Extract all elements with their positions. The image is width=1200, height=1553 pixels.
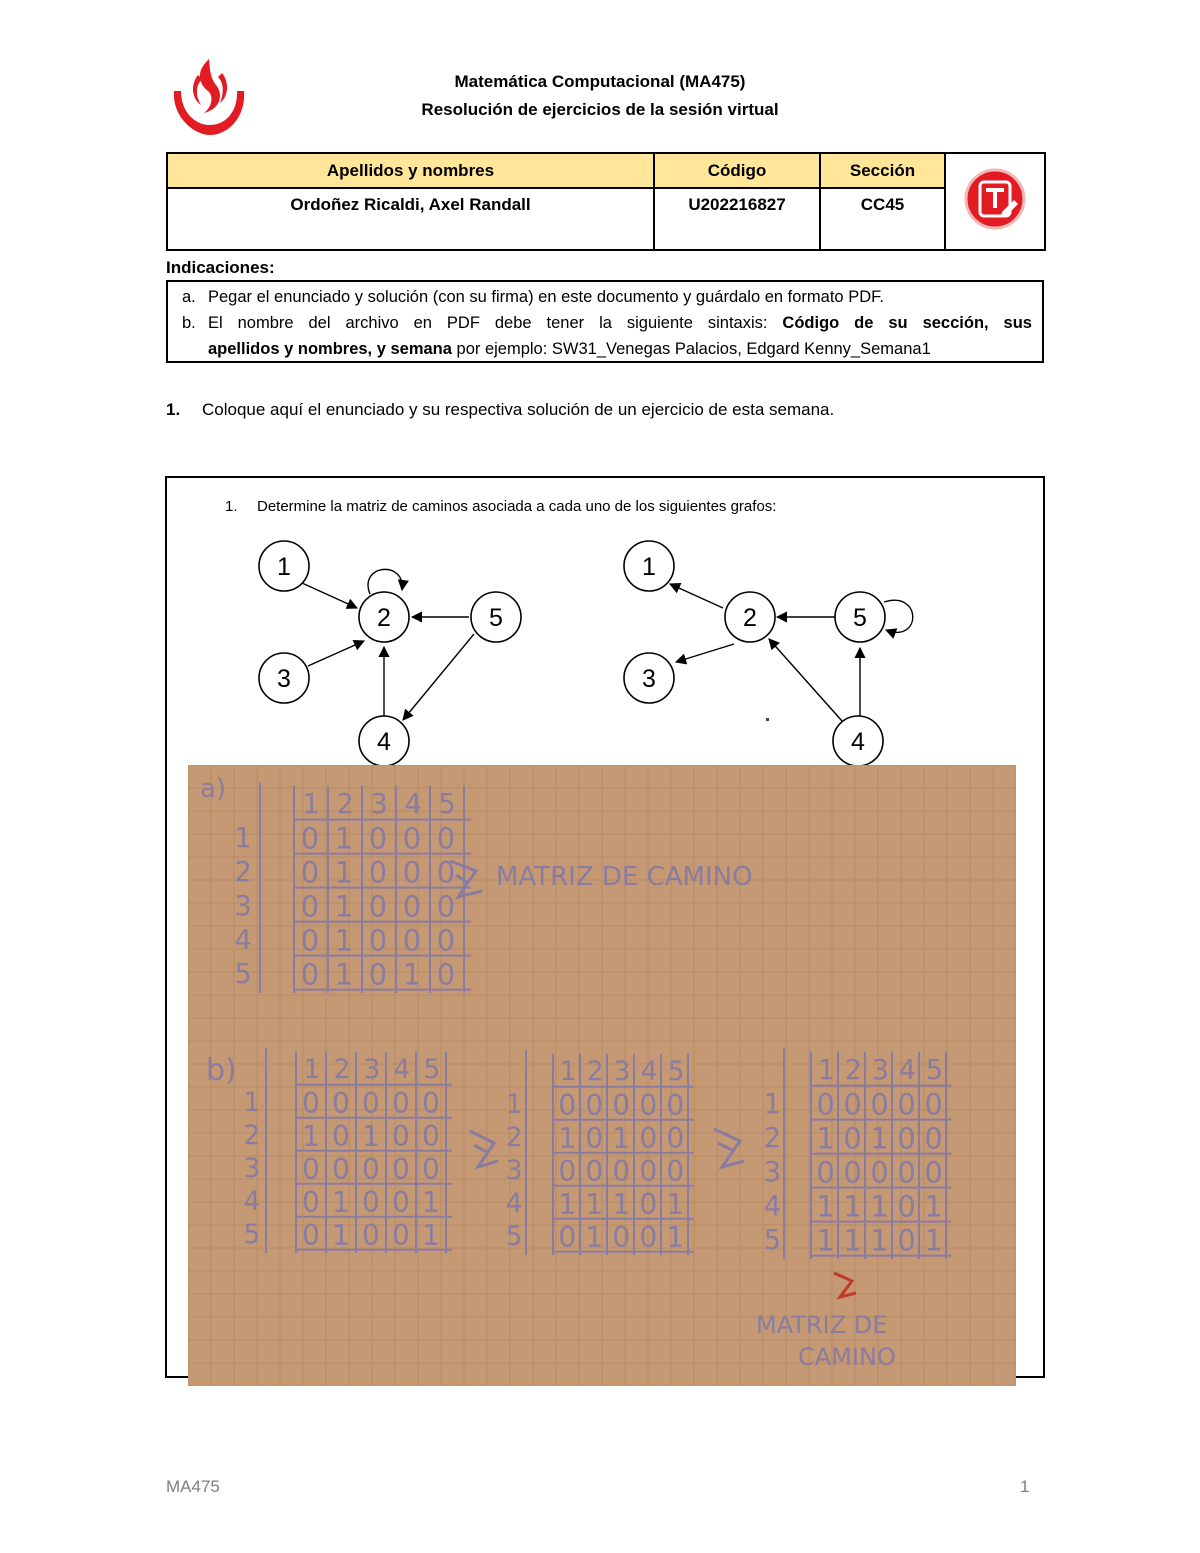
- matrix-b1-cell: 1: [422, 1185, 440, 1219]
- graph-b-node-label-3: 3: [642, 665, 656, 693]
- matrix-b1-cell: 0: [302, 1185, 320, 1219]
- indication-b-line2: [208, 336, 931, 362]
- university-logo: [168, 55, 250, 137]
- matrix-b3-cell: 0: [924, 1121, 943, 1156]
- matrix-b3-cell: 0: [816, 1087, 835, 1122]
- matrix-b1-cell: 0: [392, 1119, 410, 1153]
- graph-a-node-label-3: 3: [277, 665, 291, 693]
- header-code-cell: Código: [654, 153, 820, 188]
- matrix-b1-cell: 1: [332, 1185, 350, 1219]
- graph-a-node-label-4: 4: [377, 728, 391, 756]
- graph-a: [259, 541, 521, 766]
- matrix-b2-col-2: 2: [586, 1056, 604, 1088]
- matrix-a-cell: 0: [436, 957, 456, 992]
- matrix-a-cell: 1: [334, 923, 354, 958]
- matrix-a-cell: 0: [402, 821, 422, 856]
- matrix-b3-col-2: 2: [844, 1054, 863, 1086]
- matrix-b1-cell: 1: [302, 1119, 320, 1153]
- matrix-b1-cell: 0: [422, 1152, 440, 1186]
- matrix-b3-col-5: 5: [925, 1054, 944, 1086]
- indication-a-letter: a.: [182, 288, 196, 306]
- matrix-b1-cell: 0: [332, 1152, 350, 1186]
- matrix-a-cell: 0: [368, 821, 388, 856]
- student-name-cell: Ordoñez Ricaldi, Axel Randall: [167, 188, 654, 250]
- matrix-b2-cell: 0: [558, 1154, 577, 1188]
- matrix-b3-col-4: 4: [898, 1054, 917, 1086]
- matrix-b2-cell: 0: [639, 1121, 658, 1155]
- matrix-a-cell: 1: [334, 821, 354, 856]
- graphs-figure: [240, 528, 960, 768]
- matrix-b2-cell: 1: [585, 1220, 604, 1254]
- matrix-b3-cell: 1: [816, 1189, 835, 1224]
- matrix-b1-col-5: 5: [423, 1054, 441, 1086]
- indication-a-text: Pegar el enunciado y solución (con su firma) en este documento y guárdalo en formato PDF.: [208, 288, 884, 306]
- matrix-b2-row-2: 2: [505, 1122, 523, 1154]
- graph-a-node-label-1: 1: [277, 553, 291, 581]
- matrix-b2-cell: 1: [558, 1187, 577, 1221]
- matrix-b3-cell: 0: [870, 1155, 889, 1190]
- matrix-b2-cell: 0: [585, 1154, 604, 1188]
- matrix-b3-cell: 1: [870, 1189, 889, 1224]
- indication-b-letter: b.: [182, 314, 196, 332]
- matrix-a-col-4: 4: [404, 788, 422, 820]
- matrix-b3-cell: 0: [897, 1087, 916, 1122]
- matrix-b1-cell: 0: [302, 1086, 320, 1120]
- page-number: 1: [1020, 1477, 1030, 1496]
- matrix-a-cell: 1: [334, 889, 354, 924]
- matrix-b3-cell: 1: [870, 1223, 889, 1258]
- matrix-a-row-4: 4: [234, 924, 252, 956]
- matrix-b3-cell: 1: [924, 1223, 943, 1258]
- student-info-table: [166, 152, 1046, 251]
- graph-b-node-label-5: 5: [853, 604, 867, 632]
- matrix-a-note: MATRIZ DE CAMINO: [496, 862, 753, 892]
- matrix-b2-cell: 1: [666, 1220, 685, 1254]
- matrix-b2-row-4: 4: [505, 1188, 523, 1220]
- matrix-b2-cell: 0: [639, 1187, 658, 1221]
- graph-b-node-label-1: 1: [642, 553, 656, 581]
- footer-course-code: MA475: [166, 1477, 220, 1496]
- matrix-b1-cell: 0: [302, 1152, 320, 1186]
- matrix-b3-col-1: 1: [817, 1054, 836, 1086]
- graph-a-node-label-2: 2: [377, 604, 391, 632]
- matrix-b1-cell: 1: [362, 1119, 380, 1153]
- matrix-b3-cell: 1: [816, 1223, 835, 1258]
- matrix-b1-cell: 0: [362, 1218, 380, 1252]
- matrix-b3-cell: 1: [816, 1121, 835, 1156]
- exercise-statement: [225, 498, 776, 515]
- matrix-b2-cell: 0: [612, 1220, 631, 1254]
- matrix-a-cell: 1: [402, 957, 422, 992]
- matrix-b3-cell: 0: [843, 1155, 862, 1190]
- graph-a-node-label-5: 5: [489, 604, 503, 632]
- matrix-b2-cell: 1: [585, 1187, 604, 1221]
- matrix-b2-cell: 0: [666, 1121, 685, 1155]
- matrix-b1-row-5: 5: [243, 1219, 261, 1251]
- matrix-a-cell: 0: [368, 923, 388, 958]
- matrix-b2-cell: 1: [558, 1121, 577, 1155]
- matrix-b2-cell: 0: [558, 1220, 577, 1254]
- matrix-b1-row-1: 1: [243, 1087, 261, 1119]
- matrix-a-cell: 1: [334, 957, 354, 992]
- matrix-a-cell: 0: [436, 855, 456, 890]
- matrix-b1-row-2: 2: [243, 1120, 261, 1152]
- indications-box: [166, 280, 1044, 363]
- matrix-b1-cell: 0: [392, 1218, 410, 1252]
- matrix-b-note-line2: CAMINO: [798, 1343, 896, 1371]
- part-a-label: a): [200, 774, 227, 804]
- matrix-b1-cell: 0: [392, 1086, 410, 1120]
- matrix-a-cell: 0: [436, 889, 456, 924]
- matrix-b1-cell: 0: [422, 1119, 440, 1153]
- matrix-b2-col-1: 1: [559, 1056, 577, 1088]
- matrix-b2-cell: 0: [639, 1154, 658, 1188]
- matrix-b2-cell: 0: [639, 1220, 658, 1254]
- matrix-b1-cell: 0: [332, 1119, 350, 1153]
- matrix-b1-cell: 0: [392, 1152, 410, 1186]
- matrix-b2-cell: 0: [612, 1154, 631, 1188]
- matrix-b1-cell: 0: [362, 1152, 380, 1186]
- graph-b-node-label-4: 4: [851, 728, 865, 756]
- matrix-b2-cell: 1: [612, 1187, 631, 1221]
- matrix-b1-cell: 0: [392, 1185, 410, 1219]
- exercise-number: 1.: [225, 498, 238, 515]
- matrix-a-cell: 0: [368, 889, 388, 924]
- matrix-b3-cell: 0: [924, 1155, 943, 1190]
- matrix-a-col-2: 2: [336, 788, 354, 820]
- matrix-b1-cell: 0: [302, 1218, 320, 1252]
- matrix-b3-cell: 0: [924, 1087, 943, 1122]
- matrix-a-cell: 0: [402, 855, 422, 890]
- matrix-a-cell: 0: [402, 889, 422, 924]
- indications-title: Indicaciones:: [166, 258, 275, 277]
- graph-b: [624, 541, 913, 766]
- indication-b-bold1: Código de su sección, sus: [782, 314, 1032, 332]
- header-name-cell: Apellidos y nombres: [167, 153, 654, 188]
- matrix-b2-cell: 0: [612, 1088, 631, 1122]
- matrix-b1-row-3: 3: [243, 1153, 261, 1185]
- matrix-a-row-3: 3: [234, 890, 252, 922]
- indication-a: [182, 284, 884, 310]
- matrix-a-cell: 0: [436, 923, 456, 958]
- question-number: 1.: [166, 400, 181, 419]
- matrix-b1-cell: 0: [362, 1086, 380, 1120]
- matrix-b2-cell: 0: [585, 1088, 604, 1122]
- matrix-b2-cell: 0: [666, 1154, 685, 1188]
- matrix-a-cell: 0: [300, 889, 320, 924]
- matrix-b3-cell: 0: [897, 1121, 916, 1156]
- course-title: Matemática Computacional (MA475): [454, 72, 746, 91]
- question-1: [166, 400, 834, 420]
- indication-b-text1: El nombre del archivo en PDF debe tener la siguiente sintaxis:: [208, 314, 783, 332]
- matrix-b3-cell: 1: [843, 1189, 862, 1224]
- badge-cell: [945, 153, 1045, 250]
- t-edit-icon: [964, 168, 1026, 230]
- matrix-b2-col-4: 4: [640, 1056, 658, 1088]
- matrix-b3-row-3: 3: [763, 1156, 782, 1188]
- matrix-b2-row-1: 1: [505, 1089, 523, 1121]
- matrix-b1-row-4: 4: [243, 1186, 261, 1218]
- header-section-cell: Sección: [820, 153, 945, 188]
- matrix-b1-cell: 1: [332, 1218, 350, 1252]
- matrix-a-col-5: 5: [438, 788, 456, 820]
- matrix-b1-cell: 0: [332, 1086, 350, 1120]
- matrix-b2-cell: 1: [666, 1187, 685, 1221]
- part-b-label: b): [206, 1053, 237, 1088]
- matrix-a-cell: 0: [300, 821, 320, 856]
- matrix-b3-cell: 0: [897, 1189, 916, 1224]
- matrix-b3-cell: 1: [870, 1121, 889, 1156]
- matrix-b2-cell: 0: [585, 1121, 604, 1155]
- matrix-b3-cell: 0: [897, 1155, 916, 1190]
- matrix-a-cell: 0: [300, 957, 320, 992]
- matrix-a-cell: 0: [436, 821, 456, 856]
- matrix-b3-cell: 1: [843, 1223, 862, 1258]
- matrix-b1-col-4: 4: [393, 1054, 411, 1086]
- matrix-b1-cell: 0: [422, 1086, 440, 1120]
- matrix-a-row-5: 5: [234, 958, 252, 990]
- matrix-b3-cell: 0: [843, 1121, 862, 1156]
- matrix-a-cell: 0: [402, 923, 422, 958]
- matrix-b2-cell: 0: [558, 1088, 577, 1122]
- matrix-b3-col-3: 3: [871, 1054, 890, 1086]
- matrix-b2-cell: 1: [612, 1121, 631, 1155]
- matrix-b3-cell: 0: [897, 1223, 916, 1258]
- matrix-a-col-3: 3: [370, 788, 388, 820]
- matrix-b1-col-2: 2: [333, 1054, 351, 1086]
- question-text: Coloque aquí el enunciado y su respectiva solución de un ejercicio de esta semana.: [202, 400, 835, 419]
- matrix-b1-cell: 1: [422, 1218, 440, 1252]
- matrix-b1-col-1: 1: [303, 1054, 321, 1086]
- matrix-b3-cell: 0: [870, 1087, 889, 1122]
- matrix-b2-col-3: 3: [613, 1056, 631, 1088]
- student-section-cell: CC45: [820, 188, 945, 250]
- matrix-a-row-1: 1: [234, 822, 252, 854]
- matrix-b2-cell: 0: [639, 1088, 658, 1122]
- matrix-b3-row-5: 5: [763, 1224, 782, 1256]
- matrix-a-row-2: 2: [234, 856, 252, 888]
- matrix-b1-col-3: 3: [363, 1054, 381, 1086]
- matrix-b3-cell: 1: [924, 1189, 943, 1224]
- matrix-a-cell: 0: [300, 923, 320, 958]
- matrix-a-cell: 0: [300, 855, 320, 890]
- matrix-b2-row-3: 3: [505, 1155, 523, 1187]
- matrix-b2-row-5: 5: [505, 1221, 523, 1253]
- exercise-text: Determine la matriz de caminos asociada a cada uno de los siguientes grafos:: [257, 498, 777, 515]
- indication-b-bold2: apellidos y nombres, y semana: [208, 340, 452, 358]
- document-subtitle: Resolución de ejercicios de la sesión virtual: [421, 100, 779, 119]
- matrix-a-cell: 0: [368, 855, 388, 890]
- matrix-b3-row-1: 1: [763, 1088, 782, 1120]
- indication-b-line1: [182, 310, 1032, 336]
- matrix-b3-row-4: 4: [763, 1190, 782, 1222]
- matrix-b3-cell: 0: [816, 1155, 835, 1190]
- matrix-b3-cell: 0: [843, 1087, 862, 1122]
- matrix-b-note-line1: MATRIZ DE: [756, 1311, 888, 1339]
- stray-dot: [766, 718, 769, 721]
- matrix-b1-cell: 0: [362, 1185, 380, 1219]
- matrix-b3-row-2: 2: [763, 1122, 782, 1154]
- matrix-a-col-1: 1: [302, 788, 320, 820]
- matrix-a-cell: 0: [368, 957, 388, 992]
- matrix-b2-col-5: 5: [667, 1056, 685, 1088]
- indication-b-text2: por ejemplo: SW31_Venegas Palacios, Edgard Kenny_Semana1: [451, 340, 931, 358]
- graph-b-node-label-2: 2: [743, 604, 757, 632]
- matrix-b2-cell: 0: [666, 1088, 685, 1122]
- matrix-a-cell: 1: [334, 855, 354, 890]
- student-code-cell: U202216827: [654, 188, 820, 250]
- handwritten-solution-photo: [188, 765, 1016, 1386]
